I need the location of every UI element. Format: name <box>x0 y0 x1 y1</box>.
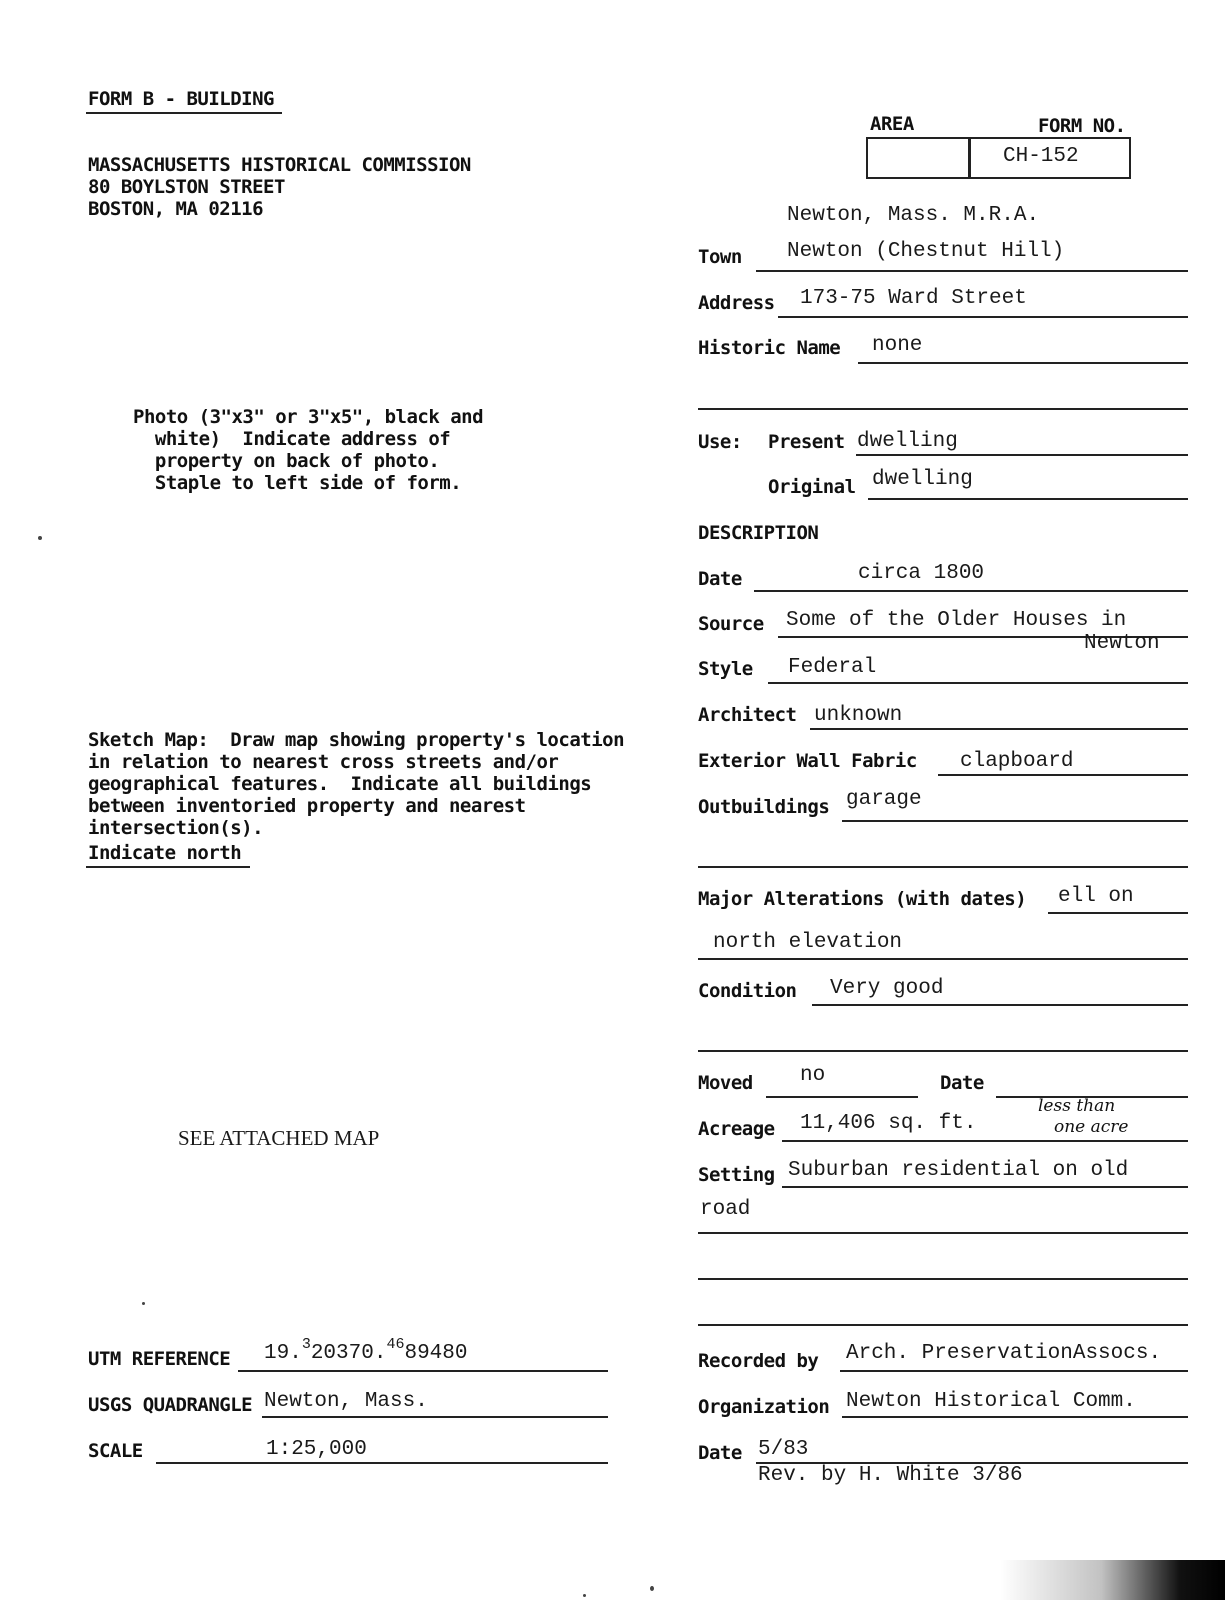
architect-line <box>810 728 1188 730</box>
indicate-north: Indicate north <box>88 842 242 864</box>
style-line <box>768 682 1188 684</box>
original-value: dwelling <box>872 468 973 491</box>
source-label: Source <box>698 613 764 635</box>
survey-name: Newton, Mass. M.R.A. <box>787 204 1040 227</box>
town-line <box>756 270 1188 272</box>
acreage-note-line-1: less than <box>1038 1096 1116 1116</box>
outbuildings-line <box>842 820 1188 822</box>
condition-line <box>812 1004 1188 1006</box>
source-value-cont: Newton <box>1084 632 1160 655</box>
title-underline <box>86 112 282 114</box>
utm-northing: 89480 <box>404 1342 468 1365</box>
scale-value: 1:25,000 <box>266 1438 367 1461</box>
see-attached-map: SEE ATTACHED MAP <box>178 1126 380 1150</box>
utm-easting: 20370. <box>310 1342 387 1365</box>
indicate-north-underline <box>86 866 250 868</box>
setting-line-2 <box>698 1232 1188 1234</box>
organization-label: Organization <box>698 1396 830 1418</box>
area-box <box>866 137 970 179</box>
present-value: dwelling <box>857 430 958 453</box>
condition-line-2 <box>698 1050 1188 1052</box>
use-label: Use: <box>698 431 742 453</box>
architect-value: unknown <box>814 704 903 727</box>
acreage-label: Acreage <box>698 1118 775 1140</box>
sketch-map-instructions: Sketch Map: Draw map showing property's location in relation to nearest cross streets and/or geographical features. Indicate all buildings between inventoried property and nearest intersection(s). <box>88 729 625 839</box>
commission-street: 80 BOYLSTON STREET <box>88 176 285 198</box>
form-no-value: CH-152 <box>1003 145 1079 168</box>
recorded-date-label: Date <box>698 1442 742 1464</box>
historic-name-label: Historic Name <box>698 337 841 359</box>
acreage-line <box>782 1140 1188 1142</box>
present-label: Present <box>768 431 845 453</box>
revision-note: Rev. by H. White 3/86 <box>758 1464 1023 1487</box>
recorded-by-line <box>840 1370 1188 1372</box>
original-label: Original <box>768 476 856 498</box>
acreage-value: 11,406 sq. ft. <box>800 1112 977 1135</box>
photo-instructions: Photo (3"x3" or 3"x5", black and white) Indicate address of property on back of photo. Staple to left side of form. <box>133 406 484 494</box>
outbuildings-value: garage <box>846 788 922 811</box>
commission-name: MASSACHUSETTS HISTORICAL COMMISSION <box>88 154 471 176</box>
form-title: FORM B - BUILDING <box>88 88 274 110</box>
outbuildings-label: Outbuildings <box>698 796 830 818</box>
usgs-label: USGS QUADRANGLE <box>88 1394 253 1416</box>
condition-label: Condition <box>698 980 797 1002</box>
date-line <box>754 590 1188 592</box>
organization-line <box>842 1416 1188 1418</box>
setting-line-4 <box>698 1324 1188 1326</box>
setting-line-3 <box>698 1278 1188 1280</box>
recorded-by-value: Arch. PreservationAssocs. <box>846 1342 1162 1365</box>
style-label: Style <box>698 658 753 680</box>
architect-label: Architect <box>698 704 797 726</box>
recorded-by-label: Recorded by <box>698 1350 819 1372</box>
alterations-label: Major Alterations (with dates) <box>698 888 1027 910</box>
alterations-line <box>1048 912 1188 914</box>
setting-value-cont: road <box>700 1198 751 1221</box>
utm-label: UTM REFERENCE <box>88 1348 231 1370</box>
form-no-label: FORM NO. <box>1038 115 1126 137</box>
town-label: Town <box>698 246 742 268</box>
area-label: AREA <box>870 113 914 135</box>
organization-value: Newton Historical Comm. <box>846 1390 1136 1413</box>
alterations-value: ell on <box>1058 885 1134 908</box>
original-line <box>868 498 1188 500</box>
address-value: 173-75 Ward Street <box>800 287 1027 310</box>
usgs-value: Newton, Mass. <box>264 1390 428 1413</box>
alterations-line-2 <box>698 958 1188 960</box>
address-label: Address <box>698 292 775 314</box>
date-value: circa 1800 <box>858 562 985 585</box>
source-value: Some of the Older Houses in <box>786 609 1127 632</box>
condition-value: Very good <box>830 977 944 1000</box>
historic-name-value: none <box>872 334 923 357</box>
setting-value: Suburban residential on old <box>788 1159 1129 1182</box>
scan-speck <box>38 536 42 540</box>
scan-speck <box>142 1302 145 1305</box>
form-no-box <box>969 137 1131 179</box>
utm-easting-sup: 3 <box>301 1336 311 1353</box>
scale-label: SCALE <box>88 1440 143 1462</box>
style-value: Federal <box>788 656 877 679</box>
commission-city: BOSTON, MA 02116 <box>88 198 264 220</box>
setting-label: Setting <box>698 1164 775 1186</box>
utm-zone: 19. <box>264 1342 302 1365</box>
acreage-note-line-2: one acre <box>1054 1117 1129 1137</box>
wall-fabric-label: Exterior Wall Fabric <box>698 750 917 772</box>
scan-speck <box>583 1594 586 1597</box>
outbuildings-line-2 <box>698 866 1188 868</box>
scan-speck <box>650 1586 654 1591</box>
scale-line <box>156 1462 608 1464</box>
scan-edge-shadow <box>1000 1560 1225 1600</box>
moved-label: Moved <box>698 1072 753 1094</box>
historic-name-line <box>858 362 1188 364</box>
setting-line <box>782 1186 1188 1188</box>
moved-date-label: Date <box>940 1072 984 1094</box>
description-heading: DESCRIPTION <box>698 522 819 544</box>
wall-fabric-value: clapboard <box>960 750 1074 773</box>
wall-fabric-line <box>938 774 1188 776</box>
alterations-value-cont: north elevation <box>713 931 903 954</box>
date-label: Date <box>698 568 742 590</box>
usgs-line <box>262 1416 608 1418</box>
present-line <box>856 454 1188 456</box>
historic-name-line-2 <box>698 408 1188 410</box>
moved-line <box>766 1096 918 1098</box>
recorded-date-value: 5/83 <box>758 1438 809 1461</box>
utm-northing-sup: 46 <box>386 1336 405 1353</box>
address-line <box>778 316 1188 318</box>
town-value: Newton (Chestnut Hill) <box>787 240 1065 263</box>
moved-value: no <box>800 1064 826 1087</box>
utm-value <box>264 1336 468 1365</box>
utm-line <box>238 1370 608 1372</box>
